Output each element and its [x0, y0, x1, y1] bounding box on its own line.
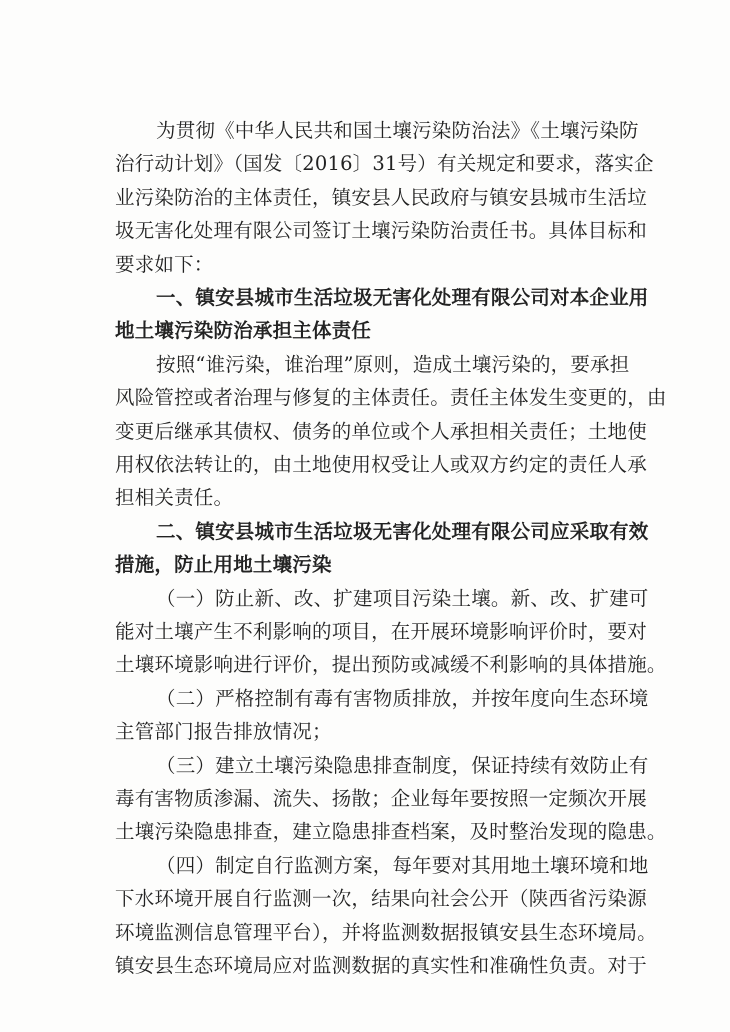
paragraph-line: （二）严格控制有毒有害物质排放，并按年度向生态环境 — [156, 686, 649, 710]
paragraph-line: 用权依法转让的，由土地使用权受让人或双方约定的责任人承 — [115, 453, 647, 476]
paragraph-line: 要求如下： — [115, 252, 214, 276]
paragraph-line: 土壤污染隐患排查，建立隐患排查档案，及时整治发现的隐患。 — [115, 820, 667, 844]
paragraph-line: （四）制定自行监测方案，每年要对其用地土壤环境和地 — [156, 853, 649, 877]
paragraph-line: 变更后继承其债权、债务的单位或个人承担相关责任；土地使 — [115, 419, 647, 443]
paragraph-line: 能对土壤产生不利影响的项目，在开展环境影响评价时，要对 — [115, 620, 647, 643]
paragraph-line: 下水环境开展自行监测一次，结果向社会公开（陕西省污染源 — [115, 887, 647, 911]
paragraph-line: 镇安县生态环境局应对监测数据的真实性和准确性负责。对于 — [115, 954, 647, 977]
paragraph-line: 圾无害化处理有限公司签订土壤污染防治责任书。具体目标和 — [115, 219, 647, 243]
section-heading-line: 措施，防止用地土壤污染 — [115, 553, 332, 577]
paragraph-line: 主管部门报告排放情况； — [115, 720, 332, 744]
paragraph-line: 按照“谁污染，谁治理”原则，造成土壤污染的，要承担 — [156, 352, 630, 376]
paragraph-line: 环境监测信息管理平台），并将监测数据报镇安县生态环境局。 — [115, 920, 657, 944]
paragraph-line: 土壤环境影响进行评价，提出预防或减缓不利影响的具体措施。 — [115, 653, 667, 677]
paragraph-line: （一）防止新、改、扩建项目污染土壤。新、改、扩建可 — [156, 586, 649, 610]
section-heading-line: 一、镇安县城市生活垃圾无害化处理有限公司对本企业用 — [156, 286, 649, 309]
section-heading-line: 二、镇安县城市生活垃圾无害化处理有限公司应采取有效 — [156, 519, 649, 543]
section-heading-line: 地土壤污染防治承担主体责任 — [115, 319, 372, 343]
paragraph-line: 治行动计划》（国发〔2016〕31号）有关规定和要求，落实企 — [115, 152, 654, 176]
paragraph-line: 担相关责任。 — [115, 486, 234, 510]
paragraph-line: 为贯彻《中华人民共和国土壤污染防治法》《土壤污染防 — [156, 119, 639, 142]
paragraph-line: 毒有害物质渗漏、流失、扬散；企业每年要按照一定频次开展 — [115, 787, 647, 810]
paragraph-line: （三）建立土壤污染隐患排查制度，保证持续有效防止有 — [156, 753, 649, 777]
paragraph-line: 业污染防治的主体责任，镇安县人民政府与镇安县城市生活垃 — [115, 185, 647, 209]
paragraph-line: 风险管控或者治理与修复的主体责任。责任主体发生变更的，由 — [115, 386, 667, 410]
